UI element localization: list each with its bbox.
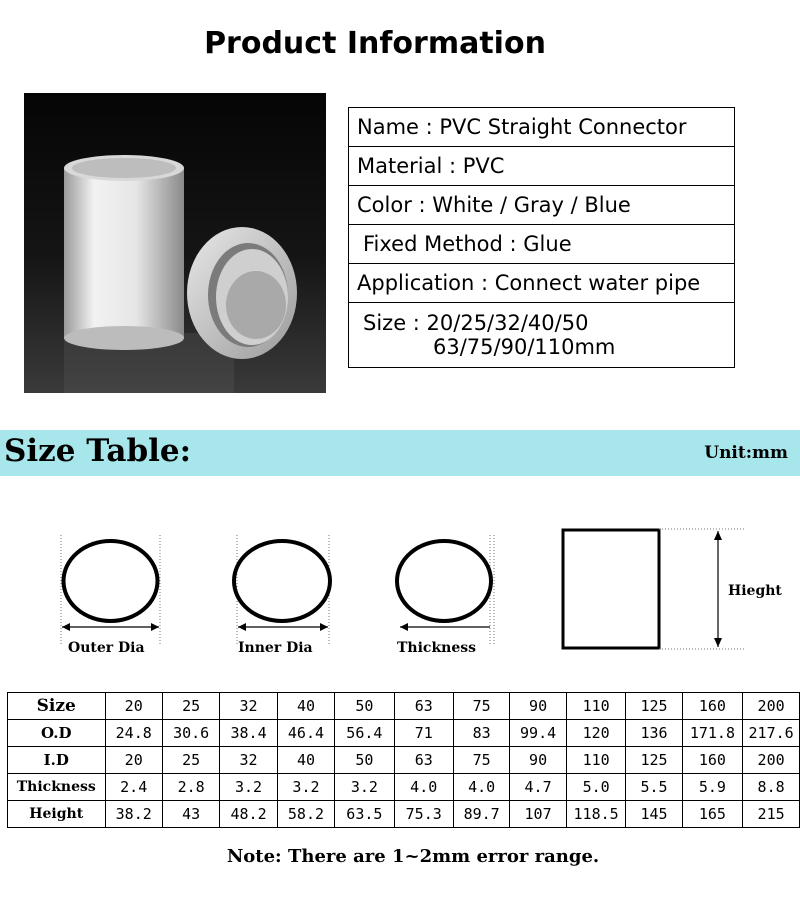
outer-dia-diagram [61,535,160,645]
product-info-box [348,107,735,368]
table-cell: 90 [510,693,566,720]
table-cell: 200 [743,747,800,774]
table-cell: 2.8 [162,774,219,801]
table-cell: 48.2 [220,801,277,828]
table-cell: 58.2 [277,801,334,828]
table-cell: 160 [682,693,743,720]
table-cell: 5.5 [626,774,682,801]
info-color: Color : White / Gray / Blue [349,186,734,225]
table-cell: 30.6 [162,720,219,747]
table-cell: 165 [682,801,743,828]
table-cell: 50 [335,747,394,774]
table-cell: 63.5 [335,801,394,828]
table-cell: 5.0 [566,774,626,801]
table-cell: 120 [566,720,626,747]
table-cell: 89.7 [453,801,509,828]
inner-dia-label: Inner Dia [238,640,313,656]
size-table [7,692,800,828]
table-cell: 24.8 [105,720,162,747]
info-material: Material : PVC [349,147,734,186]
table-cell: 110 [566,693,626,720]
table-row [8,693,800,720]
page-title: Product Information [204,26,546,61]
table-cell: 145 [626,801,682,828]
table-cell: 107 [510,801,566,828]
size-table-banner [0,430,800,476]
table-row-header: O.D [8,720,106,747]
table-cell: 25 [162,747,219,774]
info-fixed-method: Fixed Method : Glue [349,225,734,264]
info-application: Application : Connect water pipe [349,264,734,303]
table-row [8,747,800,774]
outer-dia-label: Outer Dia [68,640,145,656]
table-cell: 43 [162,801,219,828]
table-cell: 200 [743,693,800,720]
table-cell: 25 [162,693,219,720]
table-cell: 5.9 [682,774,743,801]
thickness-diagram [397,535,494,645]
table-cell: 3.2 [335,774,394,801]
table-cell: 8.8 [743,774,800,801]
info-size-line1: Size : 20/25/32/40/50 [363,311,589,335]
table-cell: 32 [220,693,277,720]
table-cell: 90 [510,747,566,774]
table-row [8,774,800,801]
table-row-header: Thickness [8,774,106,801]
table-cell: 75 [453,693,509,720]
table-cell: 110 [566,747,626,774]
table-cell: 20 [105,693,162,720]
info-size [349,303,734,367]
table-cell: 4.0 [394,774,453,801]
table-cell: 38.4 [220,720,277,747]
table-cell: 99.4 [510,720,566,747]
table-row-header: I.D [8,747,106,774]
table-cell: 160 [682,747,743,774]
table-cell: 63 [394,693,453,720]
table-cell: 4.0 [453,774,509,801]
table-cell: 20 [105,747,162,774]
table-cell: 38.2 [105,801,162,828]
table-cell: 71 [394,720,453,747]
table-cell: 2.4 [105,774,162,801]
table-row-header: Size [8,693,106,720]
table-cell: 217.6 [743,720,800,747]
size-table-title: Size Table: [4,433,192,469]
table-row [8,801,800,828]
unit-label: Unit:mm [704,443,788,463]
table-cell: 50 [335,693,394,720]
info-name: Name : PVC Straight Connector [349,108,734,147]
thickness-label: Thickness [397,640,476,656]
error-range-note: Note: There are 1~2mm error range. [226,846,600,867]
table-cell: 40 [277,747,334,774]
product-photo [24,93,326,393]
table-cell: 125 [626,747,682,774]
table-cell: 32 [220,747,277,774]
table-cell: 83 [453,720,509,747]
table-cell: 3.2 [277,774,334,801]
table-cell: 136 [626,720,682,747]
table-cell: 4.7 [510,774,566,801]
info-size-line2: 63/75/90/110mm [433,335,616,359]
table-cell: 63 [394,747,453,774]
table-cell: 40 [277,693,334,720]
table-row [8,720,800,747]
table-row-header: Height [8,801,106,828]
table-cell: 171.8 [682,720,743,747]
table-cell: 56.4 [335,720,394,747]
height-label: Hieght [728,583,782,599]
height-diagram [563,529,745,649]
inner-dia-diagram [234,535,330,645]
table-cell: 215 [743,801,800,828]
table-cell: 125 [626,693,682,720]
table-cell: 118.5 [566,801,626,828]
table-cell: 46.4 [277,720,334,747]
table-cell: 75 [453,747,509,774]
table-cell: 3.2 [220,774,277,801]
table-cell: 75.3 [394,801,453,828]
